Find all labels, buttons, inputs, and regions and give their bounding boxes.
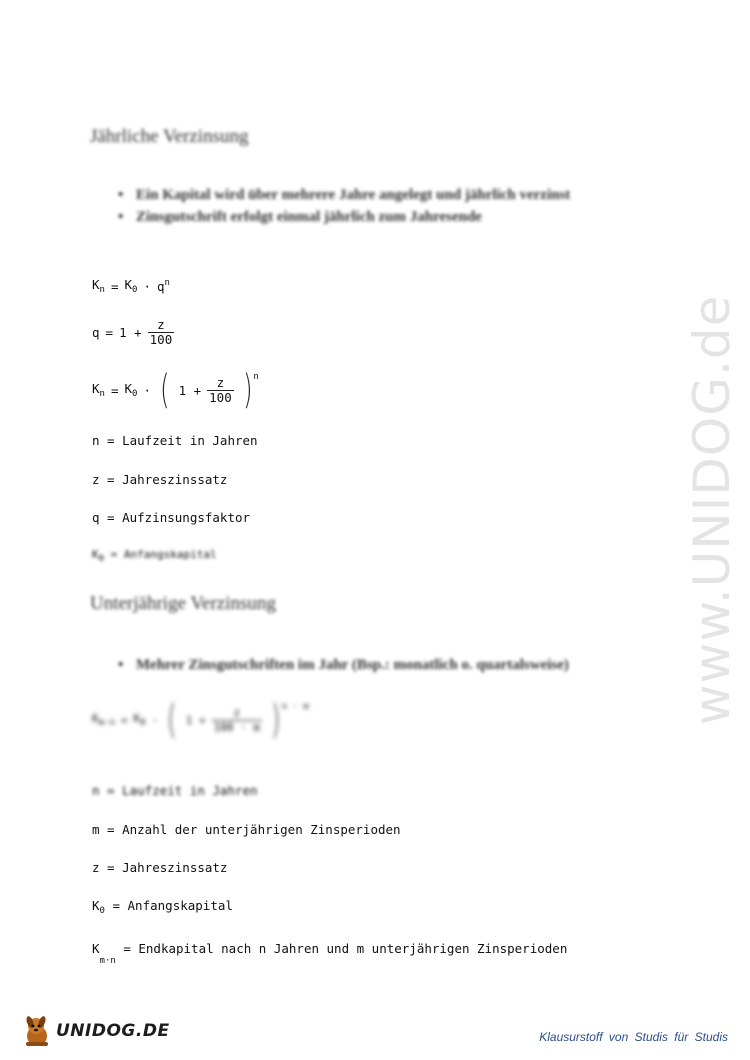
left-paren: ( (167, 697, 177, 743)
formula-q-factor: q = 1 + $\frac{z}{100}$ (92, 317, 173, 347)
definition-line: n = Laufzeit in Jahren (92, 433, 258, 448)
list-item: • Zinsgutschrift erfolgt einmal jährlich zum Jahresende (108, 206, 668, 228)
unidog-logo[interactable] (22, 1014, 170, 1048)
footer-tagline: Klausurstoff von Studis für Studis (539, 1030, 728, 1044)
section-heading-subannual: Unterjährige Verzinsung (90, 593, 276, 614)
definition-line: $K_0$ = Anfangskapital (92, 548, 217, 564)
fraction: $\frac{z}{100}$ (149, 317, 173, 347)
right-paren: ) (271, 697, 281, 743)
formula-compound-basic: $K_n$ = $K_0$ · $q^n$ (92, 277, 170, 295)
definition-line: z = Jahreszinssatz (92, 472, 228, 487)
definition-line: $K_0$ = Anfangskapital (92, 898, 233, 916)
definition-line: n = Laufzeit in Jahren (92, 783, 258, 798)
bullet-list-annual (108, 184, 668, 228)
fraction: $\frac{z}{100}$ (209, 374, 232, 405)
list-item: • Mehrer Zinsgutschriften im Jahr (Bsp.: monatlich o. quartalsweise) (108, 654, 668, 676)
fraction: $\frac{z}{100 \cdot m}$ (213, 705, 261, 734)
formula-subannual: $K_{m\cdot n}$ = $K_0$ · ( 1 + $\frac{z}{100 \cdot m}$ ) $^{n \cdot m}$ (92, 697, 309, 743)
left-paren: ( (160, 367, 170, 413)
logo-text: UNIDOG.DE (56, 1021, 170, 1041)
list-item: • Ein Kapital wird über mehrere Jahre angelegt und jährlich verzinst (108, 184, 668, 206)
right-paren: ) (242, 367, 253, 413)
watermark: www.UNIDOG.de (683, 294, 741, 726)
formula-compound-expanded: $K_n$ = $K_0$ · ( 1 + $\frac{z}{100}$ ) $^n$ (92, 367, 259, 413)
dog-icon (22, 1014, 52, 1048)
definition-line: z = Jahreszinssatz (92, 860, 228, 875)
section-heading-annual: Jährliche Verzinsung (90, 126, 249, 147)
definition-line: $K_{m\cdot n}$ = Endkapital nach n Jahren und m unterjährigen Zinsperioden (92, 941, 568, 966)
definition-line: m = Anzahl der unterjährigen Zinsperioden (92, 822, 401, 837)
definition-line: q = Aufzinsungsfaktor (92, 510, 251, 525)
bullet-list-subannual (108, 654, 668, 676)
